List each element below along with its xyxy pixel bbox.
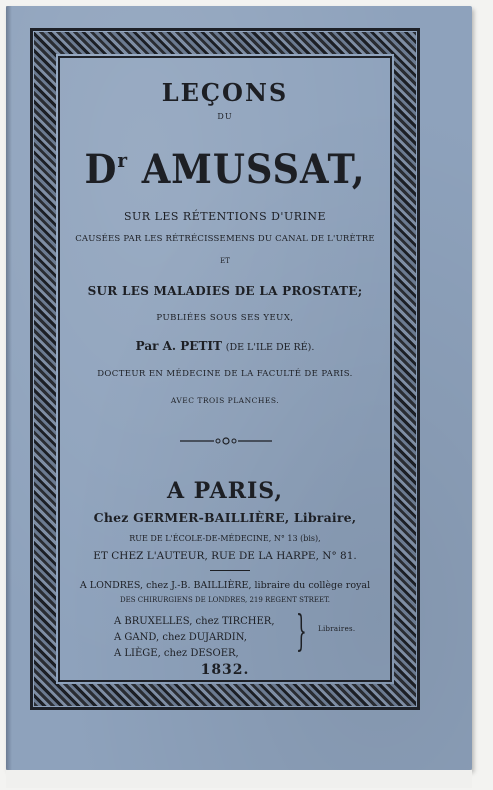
- subtitle-publiees: PUBLIÉES SOUS SES YEUX,: [156, 313, 294, 323]
- imprint-chirurgiens: DES CHIRURGIENS DE LONDRES, 219 REGENT STREET.: [120, 596, 330, 604]
- spine-shadow: [6, 6, 12, 770]
- author-name: [75, 146, 375, 193]
- author-surname: AMUSSAT,: [141, 146, 366, 193]
- imprint-libraires: Libraires.: [318, 625, 356, 633]
- imprint-city: A PARIS,: [166, 478, 284, 504]
- editor-name: Par A. PETIT: [135, 339, 222, 353]
- title-lecons: LEÇONS: [161, 78, 289, 107]
- author-prefix: D: [84, 146, 118, 193]
- imprint-author-address: ET CHEZ L'AUTEUR, RUE DE LA HARPE, N° 81.: [93, 550, 357, 562]
- author-prefix-sup: r: [117, 148, 128, 172]
- title-du: DU: [217, 112, 233, 121]
- editor-title: DOCTEUR EN MÉDECINE DE LA FACULTÉ DE PARIS.: [97, 369, 353, 379]
- editor-origin: (DE L'ILE DE RÉ).: [225, 342, 315, 353]
- bottom-page-edge: [6, 770, 472, 788]
- subtitle-et: ET: [220, 257, 230, 265]
- imprint-liege: A LIÈGE, chez DESOER,: [114, 648, 239, 659]
- year-underline: [200, 681, 250, 682]
- publication-year: [62, 662, 388, 678]
- brace-icon: }: [296, 606, 307, 655]
- ornament-divider-icon: [180, 436, 272, 446]
- imprint-rule: [210, 570, 250, 571]
- imprint-publisher: Chez GERMER-BAILLIÈRE, Libraire,: [93, 510, 357, 525]
- plates-note: AVEC TROIS PLANCHES.: [170, 396, 280, 405]
- subtitle-causees: CAUSÉES PAR LES RÉTRÉCISSEMENS DU CANAL DE L'URÈTRE: [75, 234, 375, 244]
- subtitle-maladies: SUR LES MALADIES DE LA PROSTATE;: [87, 284, 363, 298]
- title-page-content: [62, 62, 388, 678]
- editor-line: [62, 339, 388, 353]
- other-cities: [114, 614, 275, 662]
- imprint-londres: A LONDRES, chez J.-B. BAILLIÈRE, libraire du collège royal: [79, 580, 371, 591]
- year-text: 1832.: [200, 662, 250, 678]
- subtitle-retentions: SUR LES RÉTENTIONS D'URINE: [123, 210, 326, 223]
- imprint-gand: A GAND, chez DUJARDIN,: [114, 632, 247, 643]
- imprint-bruxelles: A BRUXELLES, chez TIRCHER,: [114, 616, 275, 627]
- imprint-street: RUE DE L'ÉCOLE-DE-MÉDECINE, N° 13 (bis),: [129, 534, 321, 543]
